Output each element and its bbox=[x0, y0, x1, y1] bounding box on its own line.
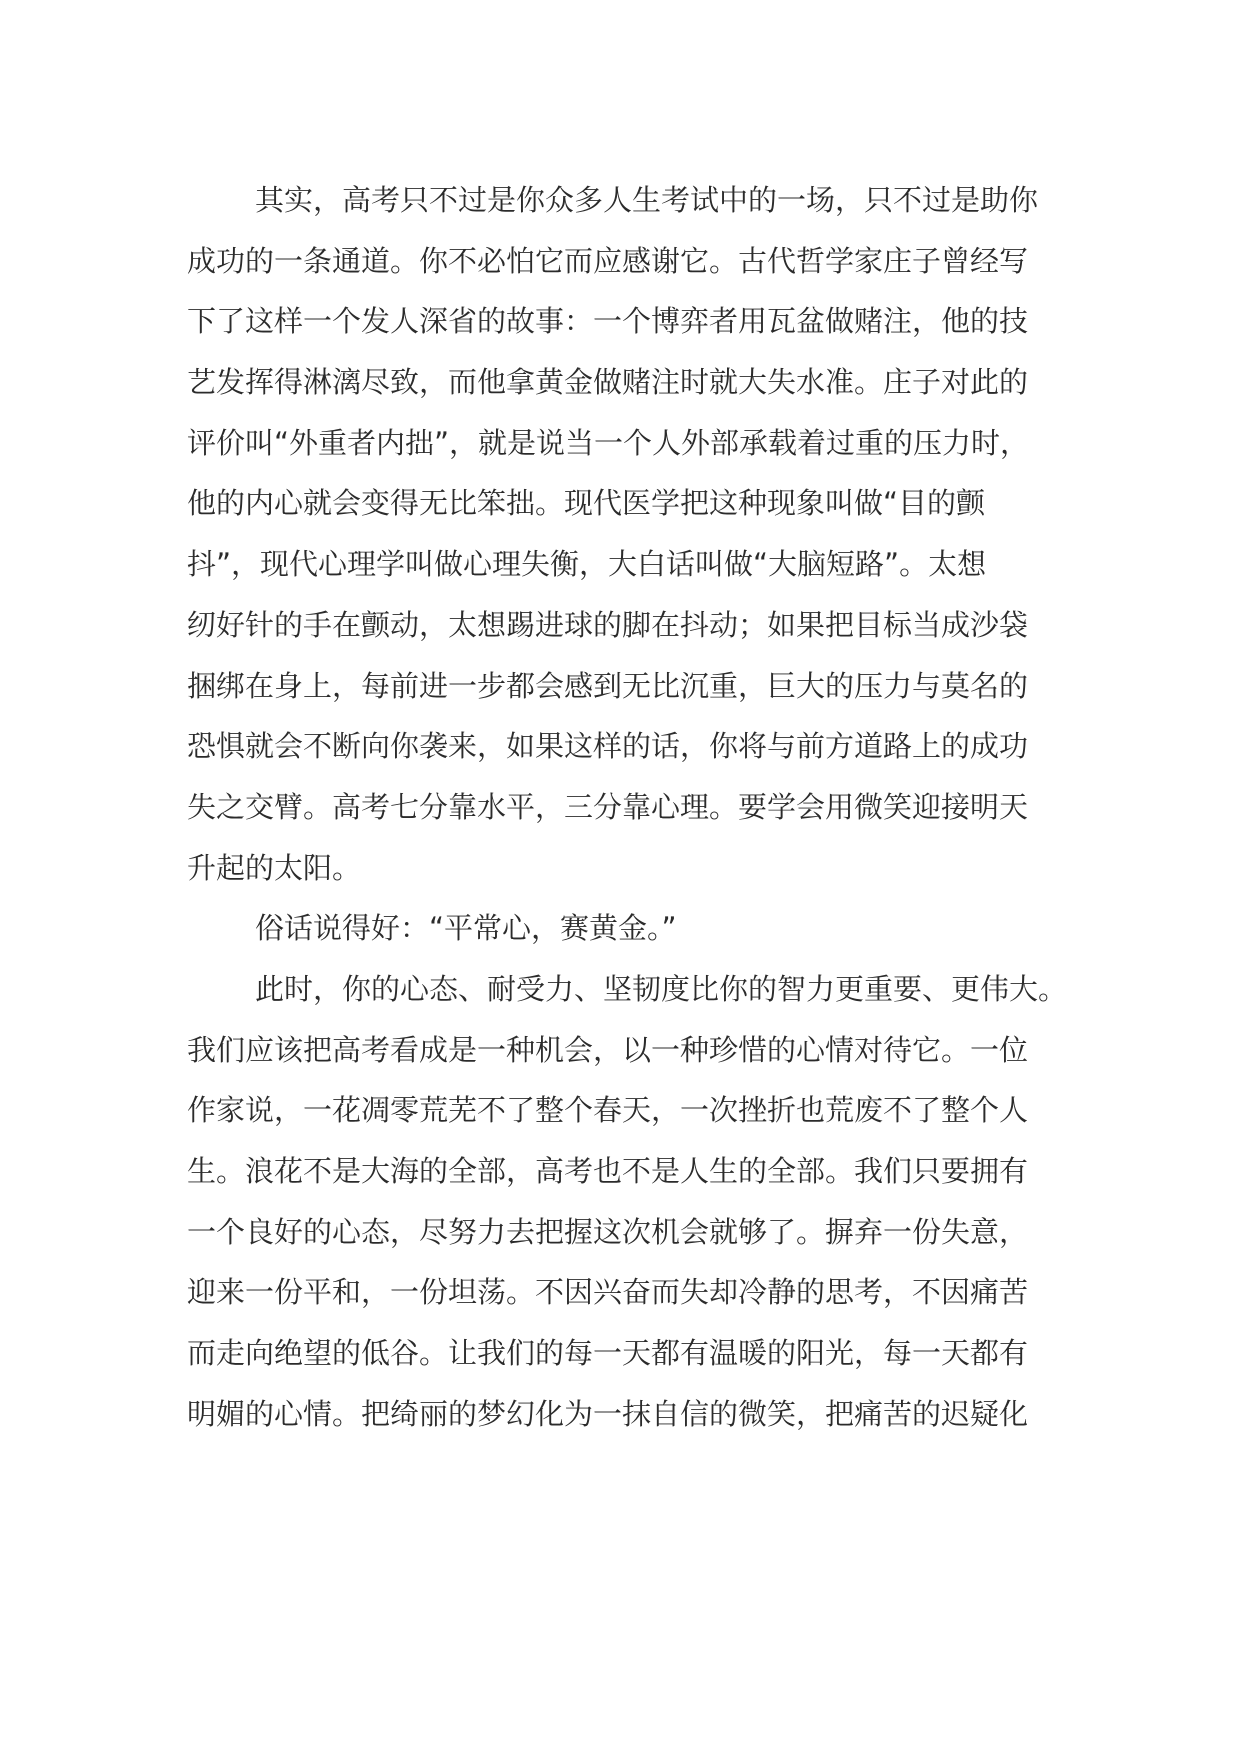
paragraph-3 bbox=[187, 959, 1067, 1445]
paragraph-line: 他的内心就会变得无比笨拙。现代医学把这种现象叫做“目的颤 bbox=[187, 486, 986, 521]
paragraph-line: 其实，高考只不过是你众多人生考试中的一场，只不过是助你 bbox=[255, 183, 1039, 217]
paragraph-line: 而走向绝望的低谷。让我们的每一天都有温暖的阳光，每一天都有 bbox=[187, 1336, 1029, 1371]
paragraph-line: 迎来一份平和，一份坦荡。不因兴奋而失却冷静的思考，不因痛苦 bbox=[187, 1275, 1029, 1310]
paragraph-line: 下了这样一个发人深省的故事：一个博弈者用瓦盆做赌注，他的技 bbox=[187, 304, 1029, 339]
paragraph-line: 此时，你的心态、耐受力、坚韧度比你的智力更重要、更伟大。 bbox=[255, 971, 1068, 1006]
paragraph-line: 艺发挥得淋漓尽致，而他拿黄金做赌注时就大失水准。庄子对此的 bbox=[187, 365, 1029, 400]
paragraph-line: 升起的太阳。 bbox=[187, 850, 362, 885]
paragraph-line: 成功的一条通道。你不必怕它而应感谢它。古代哲学家庄子曾经写 bbox=[187, 243, 1029, 278]
paragraph-line: 恐惧就会不断向你袭来，如果这样的话，你将与前方道路上的成功 bbox=[187, 729, 1029, 764]
paragraph-line: 失之交臂。高考七分靠水平，三分靠心理。要学会用微笑迎接明天 bbox=[187, 789, 1029, 824]
paragraph-line: 评价叫“外重者内拙”，就是说当一个人外部承载着过重的压力时， bbox=[187, 425, 1030, 460]
paragraph-line: 纫好针的手在颤动，太想踢进球的脚在抖动；如果把目标当成沙袋 bbox=[187, 607, 1029, 642]
paragraph-line: 捆绑在身上，每前进一步都会感到无比沉重，巨大的压力与莫名的 bbox=[187, 668, 1029, 703]
paragraph-line: 明媚的心情。把绮丽的梦幻化为一抹自信的微笑，把痛苦的迟疑化 bbox=[187, 1396, 1029, 1431]
paragraph-line: 生。浪花不是大海的全部，高考也不是人生的全部。我们只要拥有 bbox=[187, 1154, 1029, 1188]
paragraph-line: 作家说，一花凋零荒芜不了整个春天，一次挫折也荒废不了整个人 bbox=[187, 1093, 1029, 1128]
paragraph-2 bbox=[187, 898, 1067, 959]
paragraph-line: 我们应该把高考看成是一种机会，以一种珍惜的心情对待它。一位 bbox=[187, 1032, 1029, 1067]
body-text bbox=[187, 170, 1067, 1444]
paragraph-line: 俗话说得好：“平常心，赛黄金。” bbox=[255, 911, 677, 946]
paragraph-line: 一个良好的心态，尽努力去把握这次机会就够了。摒弃一份失意， bbox=[187, 1214, 1029, 1249]
paragraph-1 bbox=[187, 170, 1067, 898]
paragraph-line: 抖”，现代心理学叫做心理失衡，大白话叫做“大脑短路”。太想 bbox=[187, 547, 987, 582]
